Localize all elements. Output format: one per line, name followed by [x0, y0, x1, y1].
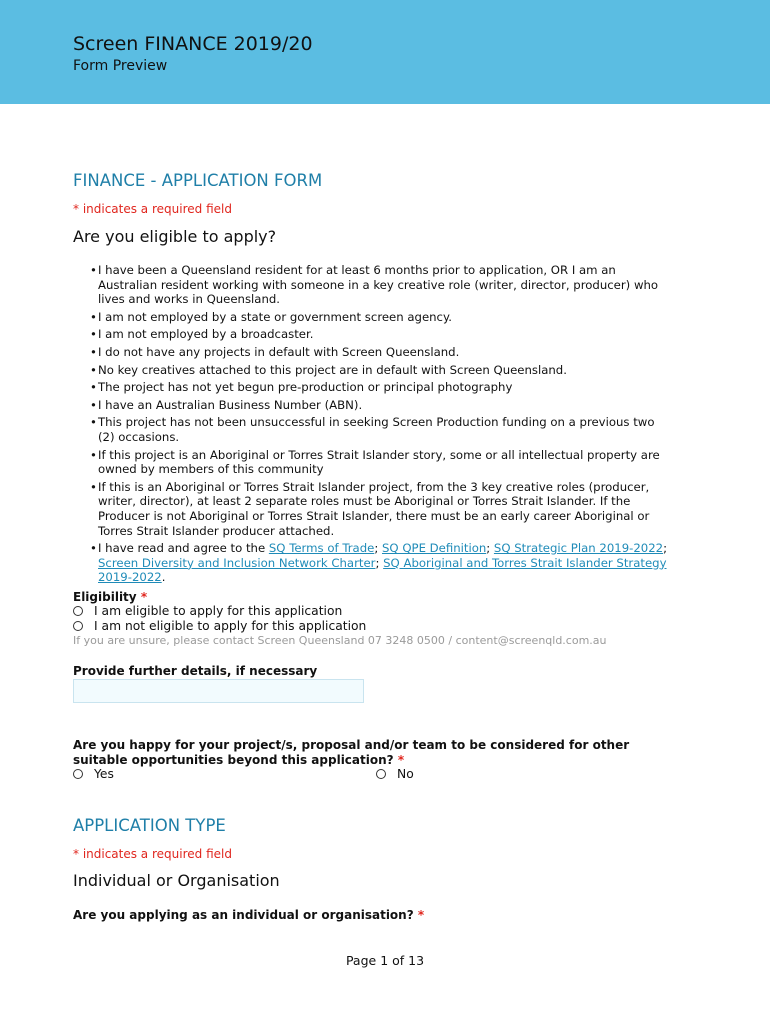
finance-section-heading: FINANCE - APPLICATION FORM	[73, 171, 323, 190]
opportunities-label-text: Are you happy for your project/s, proposal and/or team to be considered for other suitable opportunities beyond this application?	[73, 738, 630, 767]
applicant-type-label	[73, 908, 424, 922]
details-label: Provide further details, if necessary	[73, 664, 318, 678]
yes-option-label: Yes	[94, 767, 114, 781]
required-field-note: * indicates a required field	[73, 847, 232, 861]
eligibility-heading: Are you eligible to apply?	[73, 227, 277, 246]
diversity-charter-link[interactable]: Screen Diversity and Inclusion Network Charter	[98, 555, 376, 570]
eligible-option-label: I am eligible to apply for this application	[94, 604, 343, 618]
eligibility-label-text: Eligibility	[73, 590, 137, 604]
link-separator: ;	[486, 541, 494, 556]
eligible-option[interactable]	[73, 604, 342, 618]
form-title: Screen FINANCE 2019/20	[73, 33, 313, 55]
radio-button[interactable]	[73, 769, 83, 779]
criteria-item: • I have been a Queensland resident for at least 6 months prior to application, OR I am an Australian resident working with someone in a key creative role (writer, director, producer) who lives and works in Queensland.	[73, 263, 673, 307]
required-mark: *	[417, 908, 425, 922]
radio-button[interactable]	[73, 606, 83, 616]
agreement-prefix: I have read and agree to the	[98, 541, 269, 556]
link-separator: ;	[663, 541, 668, 556]
eligibility-criteria-list	[73, 263, 673, 588]
link-separator: ;	[374, 541, 382, 556]
criteria-item: • If this project is an Aboriginal or Torres Strait Islander story, some or all intellectual property are owned by members of this community	[73, 448, 673, 477]
details-input[interactable]	[73, 679, 364, 703]
required-field-note: * indicates a required field	[73, 202, 232, 216]
criteria-item: • If this is an Aboriginal or Torres Strait Islander project, from the 3 key creative roles (producer, writer, director), at least 2 separate roles must be Aboriginal or Torres Strait Islander. If the Producer is not Aboriginal or Torres Strait Islander, there must be an early career Aboriginal or Torres Strait Islander producer attached.	[73, 480, 673, 538]
criteria-item: • I have an Australian Business Number (ABN).	[73, 398, 673, 413]
terms-of-trade-link[interactable]: SQ Terms of Trade	[268, 541, 375, 556]
no-option-label: No	[397, 767, 414, 781]
header-banner	[0, 0, 770, 104]
radio-button[interactable]	[376, 769, 386, 779]
application-type-heading: APPLICATION TYPE	[73, 816, 226, 835]
strategic-plan-link[interactable]: SQ Strategic Plan 2019-2022	[493, 541, 664, 556]
eligibility-label	[73, 590, 147, 604]
radio-button[interactable]	[73, 621, 83, 631]
opportunities-label	[73, 738, 683, 768]
required-mark: *	[397, 753, 405, 767]
agreement-item	[73, 541, 673, 585]
criteria-item: • I do not have any projects in default with Screen Queensland.	[73, 345, 673, 360]
individual-or-organisation-heading: Individual or Organisation	[73, 871, 280, 890]
opportunities-no-option[interactable]	[376, 767, 414, 781]
qpe-definition-link[interactable]: SQ QPE Definition	[381, 541, 487, 556]
agreement-suffix: .	[161, 570, 166, 585]
criteria-item: • This project has not been unsuccessful in seeking Screen Production funding on a previous two (2) occasions.	[73, 415, 673, 444]
link-separator: ;	[375, 555, 384, 570]
required-mark: *	[140, 590, 148, 604]
criteria-item: • I am not employed by a broadcaster.	[73, 327, 673, 342]
criteria-item: • No key creatives attached to this project are in default with Screen Queensland.	[73, 363, 673, 378]
form-subtitle: Form Preview	[73, 58, 168, 74]
eligibility-hint: If you are unsure, please contact Screen Queensland 07 3248 0500 / content@screenqld.com.au	[73, 634, 607, 647]
opportunities-yes-option[interactable]	[73, 767, 114, 781]
applicant-type-label-text: Are you applying as an individual or organisation?	[73, 908, 414, 922]
criteria-item: • The project has not yet begun pre-production or principal photography	[73, 380, 673, 395]
criteria-item: • I am not employed by a state or government screen agency.	[73, 310, 673, 325]
not-eligible-option[interactable]	[73, 619, 366, 633]
page-number: Page 1 of 13	[345, 953, 425, 968]
atsi-strategy-link[interactable]: SQ Aboriginal and Torres Strait Islander Strategy 2019-2022	[98, 555, 667, 585]
not-eligible-option-label: I am not eligible to apply for this application	[94, 619, 367, 633]
